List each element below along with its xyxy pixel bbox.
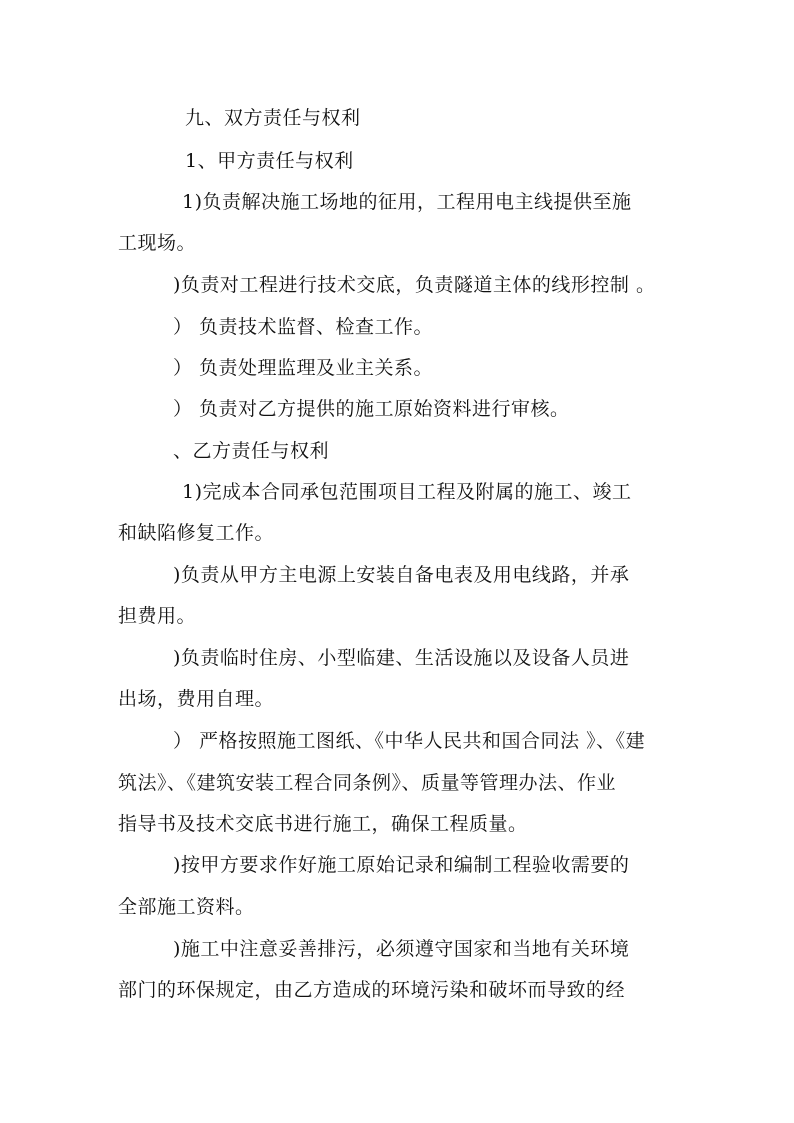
party-b-item-2-line-1: )负责从甲方主电源上安装自备电表及用电线路，并承 <box>173 564 630 586</box>
party-b-item-4-line-2: 筑法》、《建筑安装工程合同条例》、质量等管理办法、作业 <box>118 772 617 794</box>
party-b-item-6-line-1: )施工中注意妥善排污，必须遵守国家和当地有关环境 <box>173 938 630 960</box>
party-b-item-4-line-1: ） 严格按照施工图纸、《中华人民共和国合同法 》、《建 <box>173 730 646 752</box>
subsection-heading-party-b: 、乙方责任与权利 <box>173 440 330 462</box>
party-b-item-2-line-2: 担费用。 <box>118 605 197 627</box>
party-a-item-1-line-1: 1)负责解决施工场地的征用，工程用电主线提供至施 <box>182 191 632 213</box>
party-a-item-2: )负责对工程进行技术交底，负责隧道主体的线形控制 。 <box>173 274 656 296</box>
section-heading: 九、双方责任与权利 <box>185 107 361 129</box>
party-b-item-3-line-2: 出场，费用自理。 <box>118 688 275 710</box>
party-b-item-1-line-1: 1)完成本合同承包范围项目工程及附属的施工、竣工 <box>182 481 632 503</box>
party-b-item-5-line-2: 全部施工资料。 <box>118 896 255 918</box>
party-a-item-1-line-2: 工现场。 <box>118 232 197 254</box>
subsection-heading-party-a: 1、甲方责任与权利 <box>185 150 354 172</box>
party-b-item-1-line-2: 和缺陷修复工作。 <box>118 522 275 544</box>
party-a-item-4: ） 负责处理监理及业主关系。 <box>173 357 434 379</box>
party-b-item-4-line-3: 指导书及技术交底书进行施工，确保工程质量。 <box>118 813 528 835</box>
party-a-item-5: ） 负责对乙方提供的施工原始资料进行审核。 <box>173 398 570 420</box>
party-b-item-6-line-2: 部门的环保规定，由乙方造成的环境污染和破坏而导致的经 <box>118 979 626 1001</box>
party-b-item-5-line-1: )按甲方要求作好施工原始记录和编制工程验收需要的 <box>173 854 630 876</box>
party-b-item-3-line-1: )负责临时住房、小型临建、生活设施以及设备人员进 <box>173 647 630 669</box>
party-a-item-3: ） 负责技术监督、检查工作。 <box>173 316 434 338</box>
